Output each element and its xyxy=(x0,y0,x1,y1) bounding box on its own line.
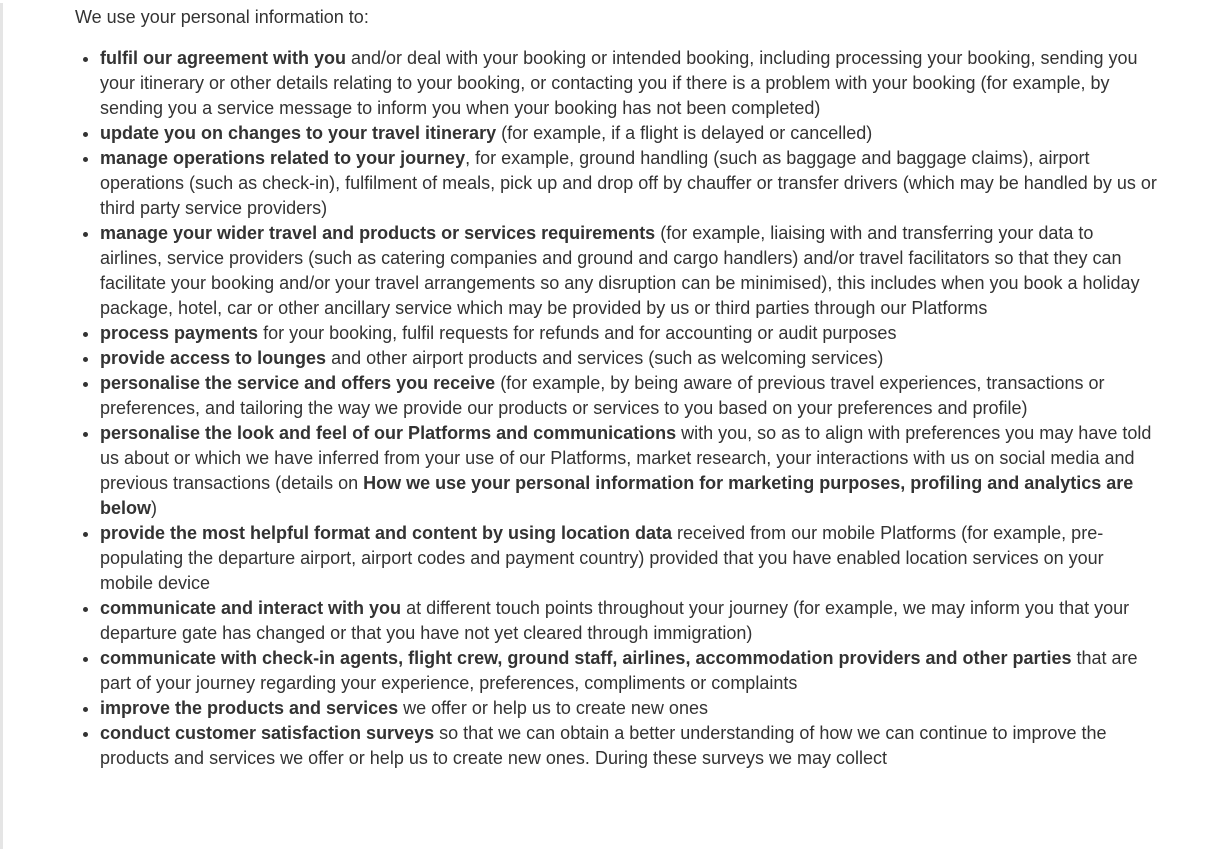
usage-list xyxy=(75,46,1157,771)
list-item-text: with you, so as to align with preferences you may have told us about or which we have inferred from your use of our Platforms, market research, your interactions with us on social media and previous transactions (details on xyxy=(100,423,1152,493)
usage-list-item xyxy=(100,696,1157,721)
usage-list-item xyxy=(100,121,1157,146)
list-item-bold-lead: communicate and interact with you xyxy=(100,598,402,618)
list-item-text: , for example, ground handling (such as baggage and baggage claims), airport operations (such as check-in), fulfilment of meals, pick up and drop off by chauffer or transfer drivers (which may be handled by us or third party service providers) xyxy=(100,148,1157,218)
list-item-bold-lead: update you on changes to your travel itinerary xyxy=(100,123,497,143)
usage-list-item xyxy=(100,46,1157,121)
left-edge-rule xyxy=(0,3,3,849)
usage-list-item xyxy=(100,321,1157,346)
list-item-bold-lead: manage your wider travel and products or services requirements xyxy=(100,223,656,243)
list-item-bold-lead: personalise the service and offers you receive xyxy=(100,373,496,393)
usage-list-item xyxy=(100,521,1157,596)
usage-list-item xyxy=(100,646,1157,696)
list-item-text: we offer or help us to create new ones xyxy=(398,698,708,718)
list-item-text: and other airport products and services (such as welcoming services) xyxy=(326,348,884,368)
list-item-text: for your booking, fulfil requests for refunds and for accounting or audit purposes xyxy=(258,323,897,343)
usage-list-item xyxy=(100,346,1157,371)
list-item-bold-lead: provide the most helpful format and content by using location data xyxy=(100,523,673,543)
usage-list-item xyxy=(100,371,1157,421)
list-item-bold-lead: improve the products and services xyxy=(100,698,399,718)
usage-list-item xyxy=(100,721,1157,771)
usage-list-item xyxy=(100,146,1157,221)
list-item-bold-lead: personalise the look and feel of our Platforms and communications xyxy=(100,423,677,443)
list-item-bold-lead: fulfil our agreement with you xyxy=(100,48,347,68)
list-item-text: and/or deal with your booking or intended booking, including processing your booking, sending you your itinerary or other details relating to your booking, or contacting you if there is a problem with your booking (for example, by sending you a service message to inform you when your booking has not been completed) xyxy=(100,48,1138,118)
list-item-text: so that we can obtain a better understanding of how we can continue to improve the products and services we offer or help us to create new ones. During these surveys we may collect xyxy=(100,723,1107,768)
usage-list-item xyxy=(100,221,1157,321)
list-item-text: received from our mobile Platforms (for example, pre-populating the departure airport, airport codes and payment country) provided that you have enabled location services on your mobile device xyxy=(100,523,1104,593)
list-item-bold-lead: How we use your personal information for marketing purposes, profiling and analytics are below xyxy=(100,473,1134,518)
list-item-bold-lead: communicate with check-in agents, flight crew, ground staff, airlines, accommodation providers and other parties xyxy=(100,648,1072,668)
intro-text: We use your personal information to: xyxy=(75,7,369,27)
list-item-text: that are part of your journey regarding your experience, preferences, compliments or complaints xyxy=(100,648,1138,693)
list-item-bold-lead: process payments xyxy=(100,323,259,343)
list-item-bold-lead: conduct customer satisfaction surveys xyxy=(100,723,435,743)
list-item-bold-lead: provide access to lounges xyxy=(100,348,327,368)
list-item-text: (for example, if a flight is delayed or cancelled) xyxy=(496,123,873,143)
list-item-text: (for example, liaising with and transferring your data to airlines, service providers (such as catering companies and ground and cargo handlers) and/or travel facilitators so that they can facilitate your booking and/or your travel arrangements so any disruption can be minimised), this includes when you book a holiday package, hotel, car or other ancillary service which may be provided by us or third parties through our Platforms xyxy=(100,223,1140,318)
list-item-text: ) xyxy=(151,498,158,518)
list-item-text: at different touch points throughout your journey (for example, we may inform you that your departure gate has changed or that you have not yet cleared through immigration) xyxy=(100,598,1130,643)
usage-list-item xyxy=(100,421,1157,521)
usage-list-item xyxy=(100,596,1157,646)
list-item-bold-lead: manage operations related to your journey xyxy=(100,148,466,168)
list-item-text: (for example, by being aware of previous travel experiences, transactions or preferences, and tailoring the way we provide our products or services to you based on your preferences and profile) xyxy=(100,373,1105,418)
